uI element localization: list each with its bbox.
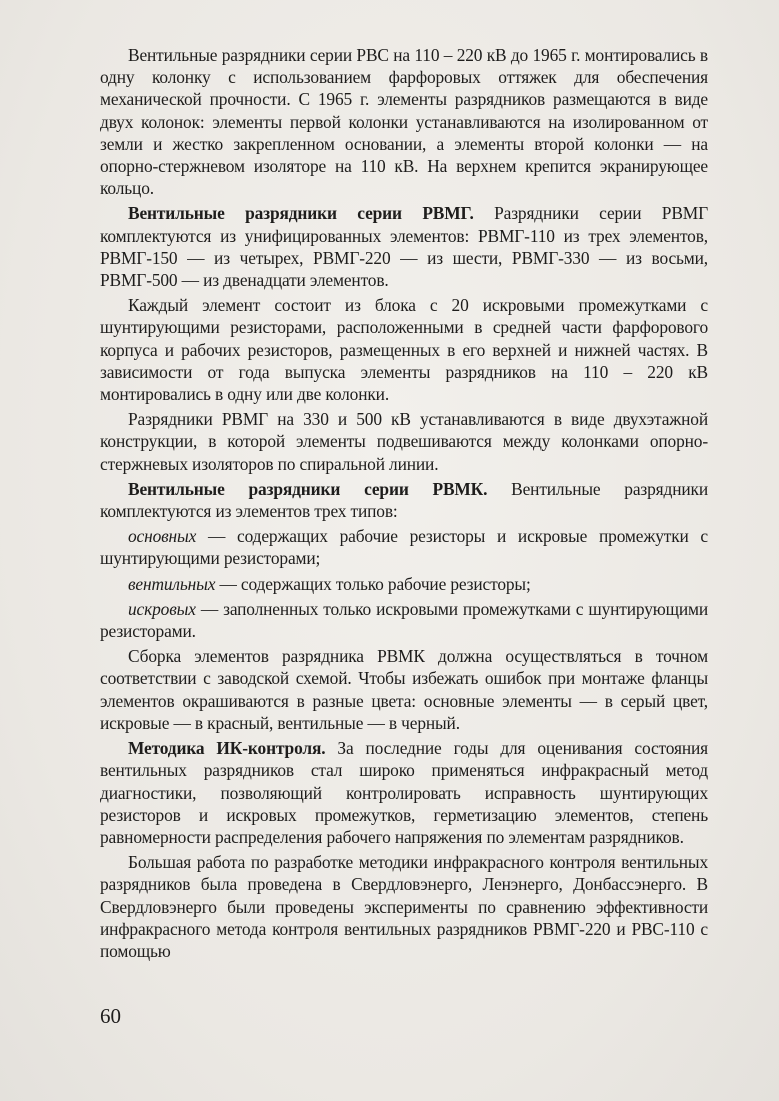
paragraph-text: — заполненных только искровыми промежутками с шунтирующими резисторами.	[100, 598, 708, 642]
paragraph-rvmg	[100, 202, 708, 291]
paragraph-text: Вентильные разрядники комплектуются из элементов трех типов:	[100, 478, 708, 522]
list-item-valve	[100, 573, 708, 595]
page-number: 60	[100, 1004, 121, 1028]
term-basic: основных	[128, 526, 197, 547]
paragraph-text: Разрядники серии РВМГ комплектуются из унифицированных элементов: РВМГ-110 из трех элементов, РВМГ-150 — из четырех, РВМГ-220 — из шести, РВМГ-330 — из восьми, РВМГ-500 — из двенадцати элементов.	[100, 203, 708, 291]
paragraph-text: — содержащих только рабочие резисторы;	[215, 573, 531, 594]
section-heading-rvmk: Вентильные разрядники серии РВМК.	[128, 478, 488, 499]
paragraph-research	[100, 851, 708, 962]
paragraph-rvs	[100, 44, 708, 199]
section-heading-ir: Методика ИК-контроля.	[128, 738, 326, 759]
paragraph-text: Разрядники РВМГ на 330 и 500 кВ устанавливаются в виде двухэтажной конструкции, в которой элементы подвешиваются между колонками опорно-стержневых изоляторов по спиральной линии.	[100, 409, 708, 474]
list-item-basic	[100, 525, 708, 569]
paragraph-text: Каждый элемент состоит из блока с 20 искровыми промежутками с шунтирующими резисторами, расположенными в средней части фарфорового корпуса и рабочих резисторов, размещенных в его верхней и нижней частях. В зависимости от года выпуска элементы разрядников на 110 – 220 кВ монтировались в одну или две колонки.	[100, 295, 708, 405]
paragraph-text: За последние годы для оценивания состояния вентильных разрядников стал широко применяться инфракрасный метод диагностики, позволяющий контролировать исправность шунтирующих резисторов и искровых промежутков, герметизацию элементов, степень равномерности распределения рабочего напряжения по элементам разрядников.	[100, 738, 708, 847]
paragraph-text: Большая работа по разработке методики инфракрасного контроля вентильных разрядников была проведена в Свердловэнерго, Ленэнерго, Донбассэнерго. В Свердловэнерго были проведены эксперименты по сравнению эффективности инфракрасного метода контроля вентильных разрядников РВМГ-220 и РВС-110 с помощью	[100, 852, 708, 961]
term-spark: искровых	[128, 598, 196, 619]
paragraph-assembly	[100, 645, 708, 734]
paragraph-rvmk	[100, 478, 708, 522]
paragraph-text: Вентильные разрядники серии РВС на 110 – 220 кВ до 1965 г. монтировались в одну колонку с использованием фарфоровых оттяжек для обеспечения механической прочности. С 1965 г. элементы разрядников размещаются в виде двух колонок: элементы первой колонки устанавливаются на изолированном от земли и жестко закрепленном основании, а элементы второй колонки — на опорно-стержневом изоляторе на 110 кВ. На верхнем крепится экранирующее кольцо.	[100, 45, 708, 199]
list-item-spark	[100, 598, 708, 642]
paragraph-element-structure	[100, 294, 708, 405]
paragraph-ir-method	[100, 737, 708, 848]
paragraph-text: Сборка элементов разрядника РВМК должна осуществляться в точном соответствии с заводской схемой. Чтобы избежать ошибок при монтаже фланцы элементов окрашиваются в разные цвета: основные элементы — в серый цвет, искровые — в красный, вентильные — в черный.	[100, 646, 708, 733]
section-heading-rvmg: Вентильные разрядники серии РВМГ.	[128, 203, 474, 224]
term-valve: вентильных	[128, 573, 216, 594]
paragraph-two-storey	[100, 408, 708, 475]
paragraph-text: — содержащих рабочие резисторы и искровые промежутки с шунтирующими резисторами;	[100, 526, 708, 569]
body-text	[100, 44, 708, 962]
